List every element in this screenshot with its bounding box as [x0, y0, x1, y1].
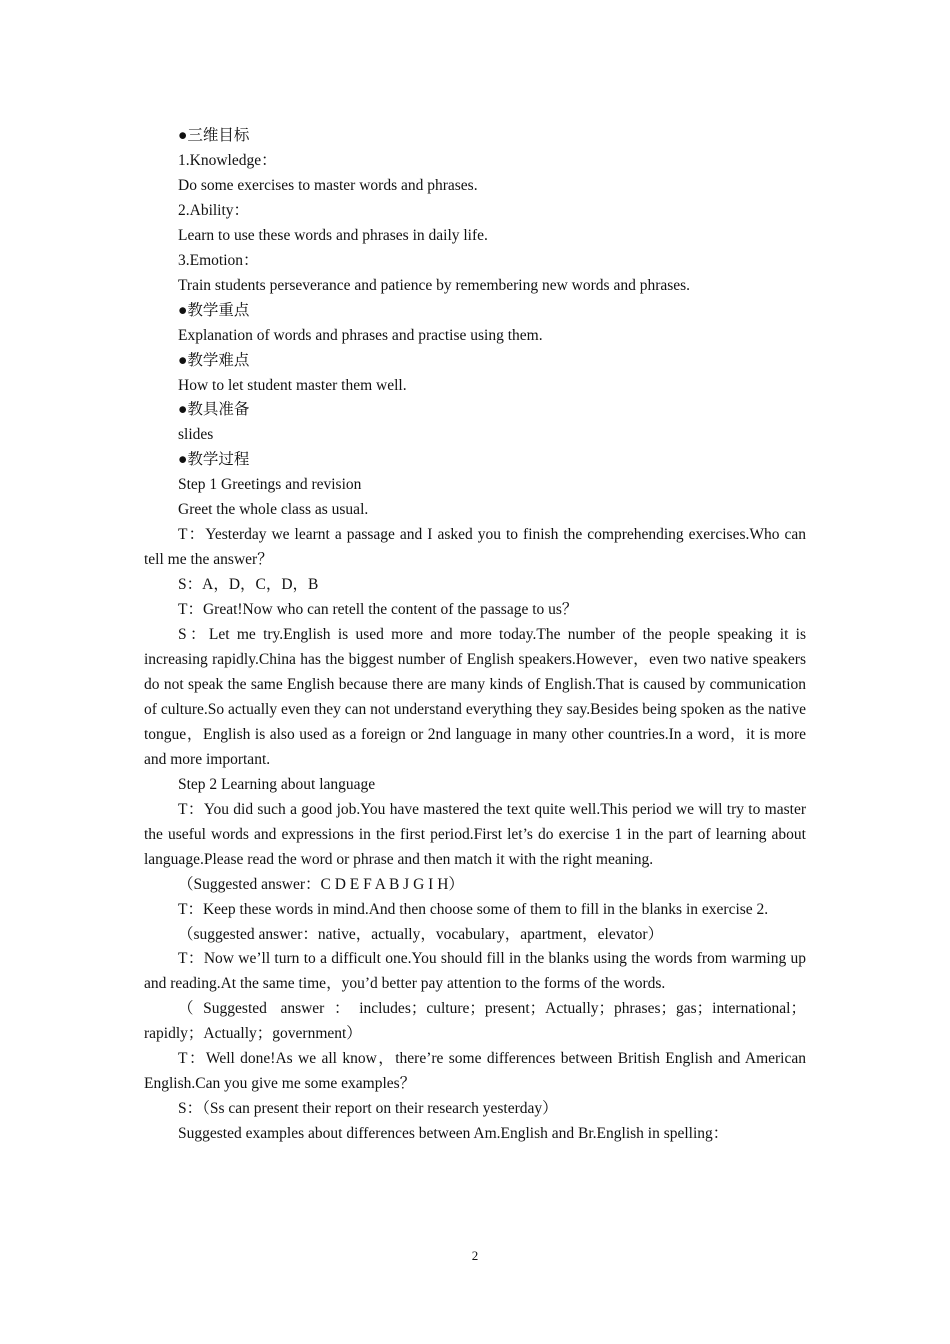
section-heading: ●三维目标: [178, 127, 250, 144]
paragraph: Do some exercises to master words and phrases.: [178, 176, 478, 194]
paragraph: Explanation of words and phrases and practise using them.: [178, 326, 543, 344]
page-number: 2: [471, 1248, 479, 1263]
section-heading: ●教具准备: [178, 401, 250, 419]
student-line: S：Let me try.English is used more and more today.The number of the people speaking it is increasing rapidly.China has the biggest number of English speakers.However，even two native speakers do not speak the same English because there are many kinds of English.That is caused by communication of culture.So actually even they can not understand everything they say.Besides being spoken as the native tongue，English is also used as a foreign or 2nd language in many other countries.In a word，it is more and more important.: [144, 626, 806, 768]
section-heading: ●教学过程: [178, 451, 250, 469]
section-heading: ●教学重点: [178, 301, 250, 319]
student-line: S：A，D，C，D，B: [178, 576, 319, 594]
teacher-line: T：Great!Now who can retell the content of the passage to us？: [178, 601, 578, 619]
page-body: [144, 124, 806, 1147]
objective-label: 1.Knowledge：: [178, 151, 277, 169]
objective-label: 2.Ability：: [178, 201, 250, 219]
paragraph: Suggested examples about differences between Am.English and Br.English in spelling：: [178, 1125, 729, 1143]
objective-label: 3.Emotion：: [178, 251, 259, 269]
section-heading: ●教学难点: [178, 351, 250, 369]
suggested-answer: （Suggested answer：includes；culture；present；Actually；phrases；gas；international；rapidly；Actually；government）: [144, 1000, 806, 1043]
paragraph: Train students perseverance and patience by remembering new words and phrases.: [178, 276, 691, 294]
teacher-line: T：Now we’ll turn to a difficult one.You should fill in the blanks using the words from warming up and reading.At the same time，you’d better pay attention to the forms of the words.: [144, 950, 806, 993]
paragraph: Greet the whole class as usual.: [178, 501, 369, 519]
teacher-line: T：You did such a good job.You have mastered the text quite well.This period we will try to master the useful words and expressions in the first period.First let’s do exercise 1 in the part of learning about language.Please read the word or phrase and then match it with the right meaning.: [144, 800, 806, 868]
paragraph: Learn to use these words and phrases in daily life.: [178, 226, 488, 244]
student-line: S：（Ss can present their report on their research yesterday）: [178, 1100, 558, 1118]
teacher-line: T：Keep these words in mind.And then choose some of them to fill in the blanks in exercise 2.: [178, 900, 769, 918]
suggested-answer: （Suggested answer：C D E F A B J G I H）: [178, 875, 464, 893]
teacher-line: T：Yesterday we learnt a passage and I asked you to finish the comprehending exercises.Who can tell me the answer？: [144, 526, 806, 569]
teacher-line: T：Well done!As we all know，there’re some differences between British English and American English.Can you give me some examples？: [144, 1050, 806, 1093]
step-heading: Step 2 Learning about language: [178, 775, 376, 793]
step-heading: Step 1 Greetings and revision: [178, 476, 362, 494]
paragraph: slides: [178, 426, 214, 444]
suggested-answer: （suggested answer：native，actually，vocabulary，apartment，elevator）: [178, 925, 664, 943]
paragraph: How to let student master them well.: [178, 376, 407, 394]
